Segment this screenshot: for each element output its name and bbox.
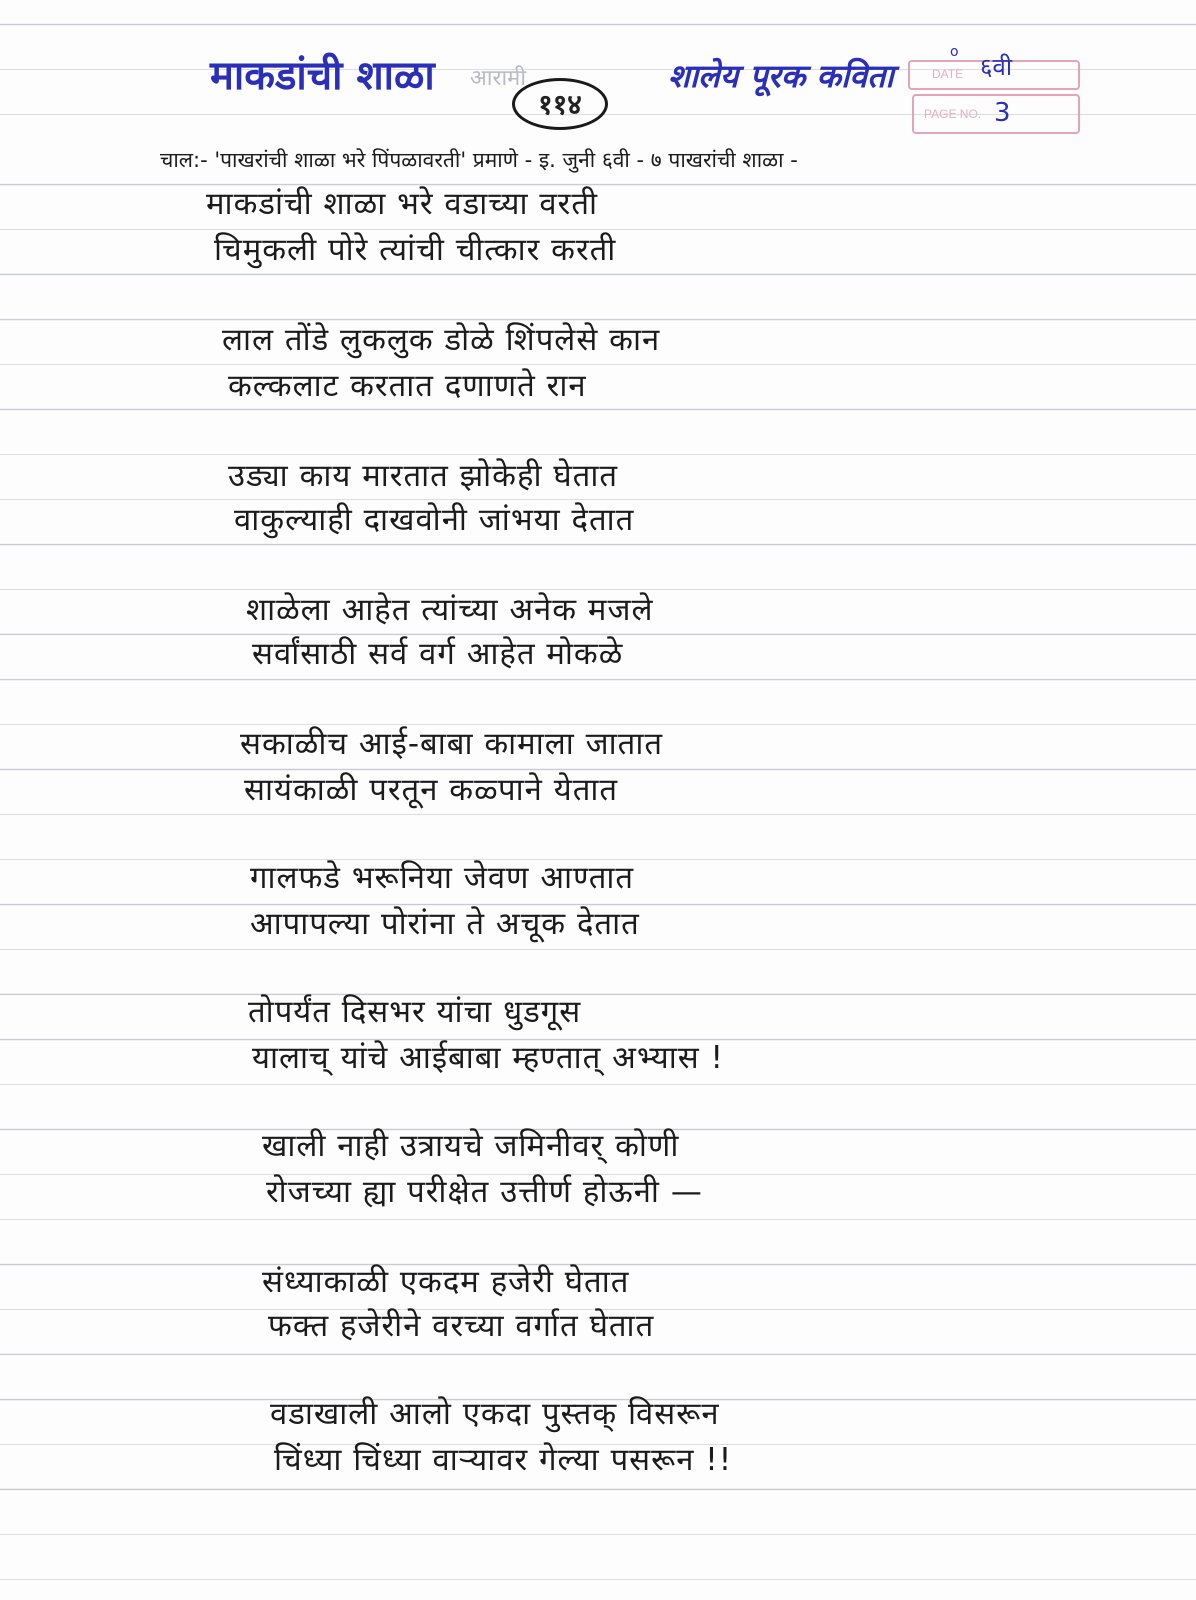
poem-line: कल्कलाट करतात दणाणते रान xyxy=(228,368,587,404)
poem-line: गालफडे भरूनिया जेवण आण्तात xyxy=(250,860,635,896)
poem-title: माकडांची शाळा xyxy=(210,53,435,99)
poem-line: चिमुकली पोरे त्यांची चीत्कार करती xyxy=(214,232,617,268)
subject-heading: शालेय पूरक कविता xyxy=(668,57,894,95)
page-no-value: 3 xyxy=(994,98,1011,128)
poem-line: सर्वांसाठी सर्व वर्ग आहेत मोकळे xyxy=(252,636,624,672)
page-no-label: PAGE NO. xyxy=(924,107,982,121)
poem-line: लाल तोंडे लुकलुक डोळे शिंपलेसे कान xyxy=(222,322,661,358)
poem-line: वाकुल्याही दाखवोनी जांभया देतात xyxy=(234,502,635,538)
poem-line: चिंध्या चिंध्या वाऱ्यावर गेल्या पसरून !! xyxy=(274,1442,733,1478)
poem-line: उड्या काय मारतात झोकेही घेतात xyxy=(228,458,619,494)
date-label: DATE xyxy=(932,67,964,81)
poem-line: सकाळीच आई-बाबा कामाला जातात xyxy=(240,726,664,762)
degree-mark: o xyxy=(950,44,959,60)
poem-line: यालाच् यांचे आईबाबा म्हण्तात् अभ्यास ! xyxy=(252,1040,724,1076)
poem-line: शाळेला आहेत त्यांच्या अनेक मजले xyxy=(246,592,654,628)
poem-line: वडाखाली आलो एकदा पुस्तक् विसरून xyxy=(270,1396,720,1432)
poem-line: संध्याकाळी एकदम हजेरी घेतात xyxy=(262,1264,630,1300)
poem-line: सायंकाळी परतून कळ्पाने येतात xyxy=(244,772,619,808)
tune-line: चाल:- 'पाखरांची शाळा भरे पिंपळावरती' प्रमाणे - इ. जुनी ६वी - ७ पाखरांची शाळा - xyxy=(160,148,798,172)
date-value: ६वी xyxy=(980,53,1013,81)
poem-line: फक्त हजेरीने वरच्या वर्गात घेतात xyxy=(268,1308,655,1344)
date-field xyxy=(908,53,1080,90)
poem-number-circle: ११४ xyxy=(512,78,608,130)
faint-printed-text: आरामी xyxy=(470,66,527,91)
poem-line: रोजच्या ह्या परीक्षेत उत्तीर्ण होऊनी — xyxy=(266,1174,703,1210)
poem-line: आपापल्या पोरांना ते अचूक देतात xyxy=(250,906,640,942)
poem-line: माकडांची शाळा भरे वडाच्या वरती xyxy=(206,186,599,222)
poem-line: खाली नाही उत्रायचे जमिनीवर् कोणी xyxy=(262,1128,680,1164)
page-no-field xyxy=(912,94,1080,134)
poem-line: तोपर्यंत दिसभर यांचा धुडगूस xyxy=(248,994,582,1030)
